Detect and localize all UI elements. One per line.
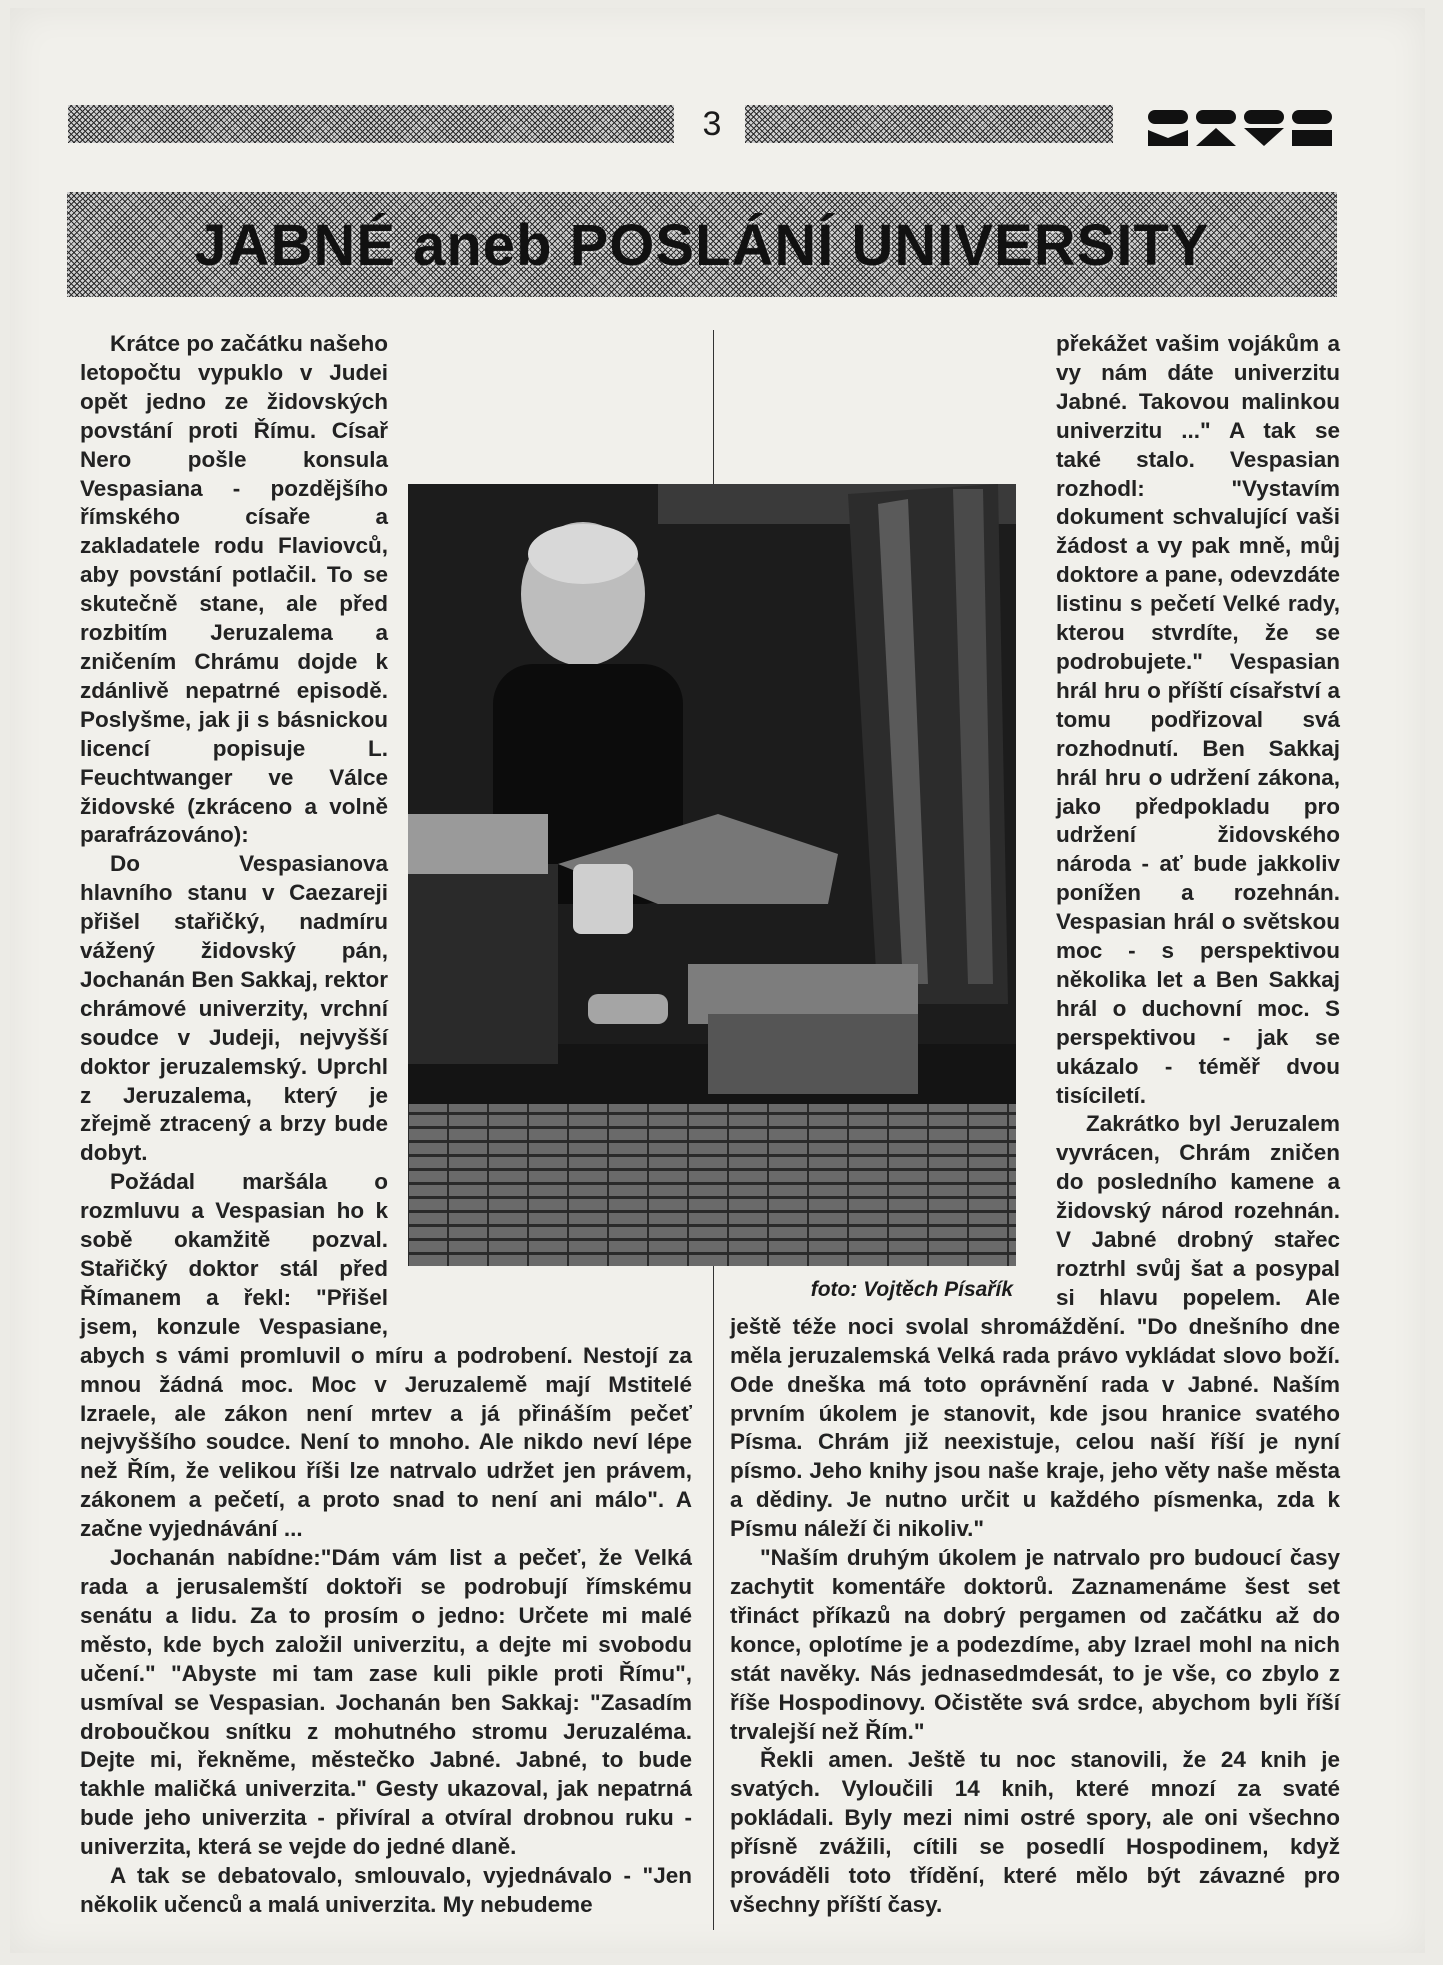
paragraph: Požádal maršála o rozmluvu a Vespasian ho k sobě okamžitě pozval. Stařičký doktor stál před Římanem a řekl: "Přišel jsem, konzule Vespasiane, abych s vámi promluvil o míru a podrobení. Nestojí za mnou žádná moc. Moc v Jeruzalemě mají Mstitelé Izraele, ale zákon není mrtev a já přináším pečeť nejvyššího soudce. Není to mnoho. Ale nikdo neví lépe než Řím, že velikou říši lze natrvalo udržet jen právem, zákonem a pečetí, a proto snad to není ani málo". A začne vyjednávání ... <box>80 1169 692 1542</box>
paragraph: Do Vespasianova hlavního stanu v Caezareji přišel stařičký, nadmíru vážený židovský pán, Jochanán Ben Sakkaj, rektor chrámové univerzity, vrchní soudce v Judeji, nejvyšší doktor jeruzalemský. Uprchl z Jeruzalema, který je zřejmě ztracený a brzy bude dobyt. <box>80 851 388 1166</box>
header-rule-right <box>745 105 1113 143</box>
header-rule-left <box>68 105 674 143</box>
photo-image <box>408 484 1016 1266</box>
paragraph: překážet vašim vojákům a vy nám dáte univerzitu Jabné. Takovou malinkou univerzitu ..." A tak se také stalo. Vespasian rozhodl: "Vystavím dokument schvalující vaši žádost a vy pak mně, můj doktore a pane, odevzdáte listinu s pečetí Velké rady, kterou stvrdíte, že se podrobujete." Vespasian hrál hru o příští císařství a tomu podřizoval svá rozhodnutí. Ben Sakkaj hrál hru o udržení zákona, jako předpokladu pro udržení židovského národa - ať bude jakkoliv ponížen a rozehnán. Vespasian hrál o světskou moc - s perspektivou několika let a Ben Sakkaj hrál o duchovní moc. S perspektivou - jak se ukázalo - téměř dvou tisíciletí. <box>1056 331 1340 1108</box>
paragraph: A tak se debatovalo, smlouvalo, vyjednávalo - "Jen několik učenců a malá univerzita. My nebudeme <box>80 1863 692 1917</box>
photo-caption: foto: Vojtěch Písařík <box>810 1278 1013 1301</box>
paragraph: Zakrátko byl Jeruzalem vyvrácen, Chrám zničen do posledního kamene a židovský národ rozehnán. V Jabné drobný stařec roztrhl svůj šat a posypal si hlavu popelem. Ale ještě téže noci svolal shromáždění. "Do dnešního dne měla jeruzalemská Velká rada právo vykládat slovo boží. Ode dneška má toto oprávnění rada v Jabné. Naším prvním úkolem je stanovit, kde jsou hranice svatého Písma. Chrám již neexistuje, celou naší říší je nyní písmo. Jeho knihy jsou naše kraje, jeho věty naše města a dědiny. Je nutno určit u každého písmenka, zda k Písmu náleží či nikoliv." <box>730 1111 1340 1542</box>
paragraph: Řekli amen. Ještě tu noc stanovili, že 24 knih je svatých. Vyloučili 14 knih, které mnozí za svaté pokládali. Byly mezi nimi ostré spory, ale oni všechno přísně zvážili, cítili se posedlí Hospodinem, když prováděli toto třídění, které mělo být závazné pro všechny příští časy. <box>730 1747 1340 1917</box>
page-number: 3 <box>702 105 722 143</box>
paragraph: "Naším druhým úkolem je natrvalo pro budoucí časy zachytit komentáře doktorů. Zaznamenáme šest set třináct příkazů na dobrý pergamen od začátku až do konce, oplotíme je a podezdíme, aby Izrael mohl na nich stát navěky. Nás jednasedmdesát, to je vše, co zbylo z říše Hospodinovy. Očistěte svá srdce, abychom byli říší trvalejší než Řím." <box>730 1545 1340 1744</box>
article-title: JABNÉ aneb POSLÁNÍ UNIVERSITY <box>194 213 1210 278</box>
paragraph: Krátce po začátku našeho letopočtu vypuklo v Judei opět jedno ze židovských povstání proti Římu. Císař Nero pošle konsula Vespasiana - pozdějšího římského císaře a zakladatele rodu Flaviovců, aby povstání potlačil. To se skutečně stane, ale před rozbitím Jeruzalema a zničením Chrámu dojde k zdánlivě nepatrné episodě. Poslyšme, jak ji s básnickou licencí popisuje L. Feuchtwanger ve Válce židovské (zkráceno a volně parafrázováno): <box>80 331 388 848</box>
ymca-logo-icon <box>1148 108 1334 148</box>
paragraph: Jochanán nabídne:"Dám vám list a pečeť, že Velká rada a jerusalemští doktoři se podrobují římskému senátu a lidu. Za to prosím o jedno: Určete mi malé město, kde bych založil univerzitu, a dejte mi svobodu učení." "Abyste mi tam zase kuli pikle proti Římu", usmíval se Vespasian. Jochanán ben Sakkaj: "Zasadím droboučkou snítku z mohutného stromu Jeruzaléma. Dejte mi, řekněme, městečko Jabné. Jabné, to bude takhle maličká univerzita." Gesty ukazoval, jak nepatrná bude jeho univerzita - přivíral a otvíral drobnou ruku - univerzita, která se vejde do jedné dlaně. <box>80 1545 692 1860</box>
article-photo <box>408 484 1016 1266</box>
